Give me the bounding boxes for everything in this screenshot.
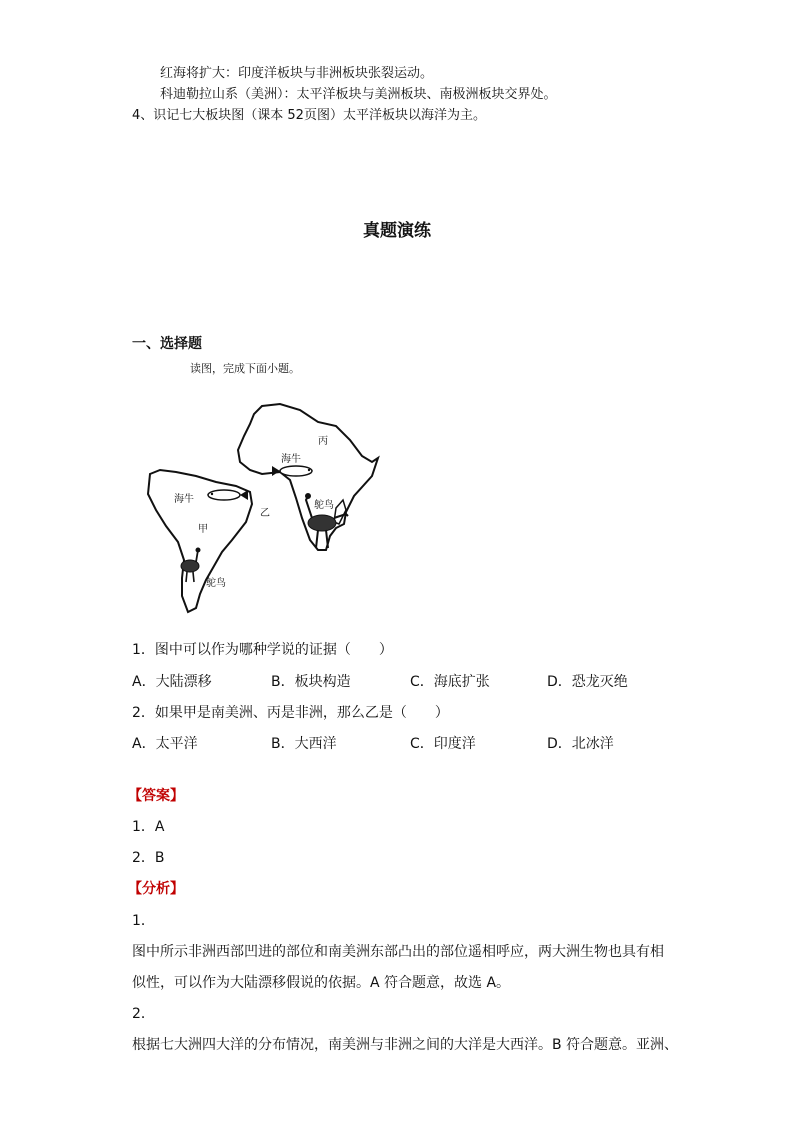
analysis-number-1: 1．: [132, 913, 155, 929]
question-2-option-d: D．北冰洋: [547, 736, 614, 752]
analysis-heading: 【分析】: [128, 881, 184, 897]
label-manatee-south-america: 海牛: [174, 494, 194, 505]
answer-item-2: 2．B: [132, 850, 165, 866]
analysis-text-2a: 根据七大洲四大洋的分布情况，南美洲与非洲之间的大洋是大西洋。B 符合题意。亚洲、: [132, 1037, 679, 1053]
analysis-number-2: 2．: [132, 1006, 155, 1022]
analysis-text-1b: 似性，可以作为大陆漂移假说的依据。A 符合题意，故选 A。: [132, 975, 511, 991]
label-ostrich-africa: 鸵鸟: [314, 500, 334, 511]
question-1-option-d: D．恐龙灭绝: [547, 674, 628, 690]
label-ostrich-south-america: 鸵鸟: [206, 578, 226, 589]
africa-outline: [238, 404, 378, 550]
question-2-stem: 2．如果甲是南美洲、丙是非洲，那么乙是（ ）: [132, 705, 449, 721]
instruction-text: 读图，完成下面小题。: [190, 362, 300, 375]
question-2-option-b: B．大西洋: [271, 736, 337, 752]
label-jia: 甲: [198, 524, 208, 535]
note-line-red-sea: 红海将扩大：印度洋板块与非洲板块张裂运动。: [160, 66, 434, 81]
label-yi: 乙: [260, 508, 270, 519]
note-line-cordillera: 科迪勒拉山系（美洲）：太平洋板块与美洲板块、南极洲板块交界处。: [160, 87, 557, 102]
question-1-option-a: A．大陆漂移: [132, 674, 212, 690]
question-1-option-b: B．板块构造: [271, 674, 351, 690]
analysis-text-1a: 图中所示非洲西部凹进的部位和南美洲东部凸出的部位遥相呼应，两大洲生物也具有相: [132, 944, 664, 960]
question-1-option-c: C．海底扩张: [410, 674, 490, 690]
answer-item-1: 1．A: [132, 819, 165, 835]
continent-map-figure: [140, 400, 390, 618]
question-2-option-c: C．印度洋: [410, 736, 476, 752]
label-bing: 丙: [318, 436, 328, 447]
answer-heading: 【答案】: [128, 788, 184, 804]
question-2-option-a: A．太平洋: [132, 736, 198, 752]
section-title: 真题演练: [363, 221, 431, 241]
question-group-heading: 一、选择题: [132, 336, 202, 352]
note-line-seven-plates: 4、识记七大板块图（课本 52页图）太平洋板块以海洋为主。: [132, 108, 486, 123]
label-manatee-africa: 海牛: [281, 454, 301, 465]
question-1-stem: 1．图中可以作为哪种学说的证据（ ）: [132, 642, 393, 658]
